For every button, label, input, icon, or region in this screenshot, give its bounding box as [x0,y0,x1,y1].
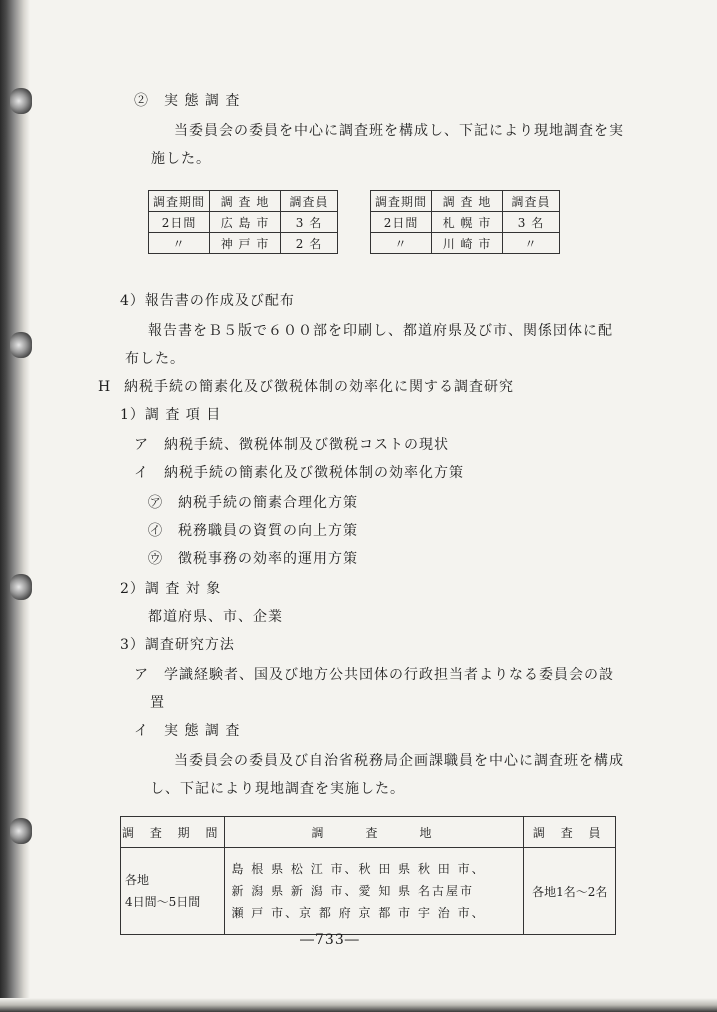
list-item: ア 学識経験者、国及び地方公共団体の行政担当者よりなる委員会の設 [134,667,614,683]
section-label: H [98,379,112,395]
table-header-cell: 調査員 [281,191,338,212]
paragraph-line: 都道府県、市、企業 [148,609,283,625]
paragraph-line: 布した。 [125,351,185,367]
section-heading: ② 実 態 調 査 [134,93,241,109]
sub-list-item: ㋑ 税務職員の資質の向上方策 [148,523,358,539]
table-row [371,212,560,233]
table-row [149,212,338,233]
table-header-cell: 調 査 地 [432,191,503,212]
table-cell: 2日間 [371,212,432,233]
table-header-cell: 調査期間 [371,191,432,212]
place-line: 島 根 県 松 江 市、秋 田 県 秋 田 市、 [231,862,486,876]
staff-cell: 各地1名～2名 [524,848,616,935]
table-row [371,233,560,254]
binder-edge [0,0,30,1012]
table-cell: 3 名 [503,212,560,233]
table-cell: 2日間 [149,212,210,233]
places-cell [225,848,524,935]
table-row [149,233,338,254]
paragraph-line: し、下記により現地調査を実施した。 [150,781,405,797]
table-header-cell: 調 査 地 [225,817,524,848]
table-cell: 〃 [371,233,432,254]
table-cell: 広 島 市 [210,212,281,233]
table-header-row [121,817,616,848]
period-line: 4日間～5日間 [125,895,201,909]
page-number: ―733― [300,932,360,948]
paragraph-line: 当委員会の委員及び自治省税務局企画課職員を中心に調査班を構成 [174,753,624,769]
item-heading: 3）調査研究方法 [120,637,235,653]
table-cell: 〃 [149,233,210,254]
survey-table-2 [370,190,560,254]
table-cell: 神 戸 市 [210,233,281,254]
item-heading: 4）報告書の作成及び配布 [120,293,295,309]
binder-ring [10,332,32,358]
binder-ring [10,88,32,114]
item-heading: 2）調 査 対 象 [120,581,222,597]
list-item: ア 納税手続、徴税体制及び徴税コストの現状 [134,437,449,453]
period-cell [121,848,225,935]
paragraph-line: 報告書をＢ５版で６００部を印刷し、都道府県及び市、関係団体に配 [148,323,613,339]
table-cell: 札 幌 市 [432,212,503,233]
table-row [121,848,616,935]
binder-ring [10,574,32,600]
place-line: 瀬 戸 市、京 都 府 京 都 市 宇 治 市、 [231,906,486,920]
page-bottom-edge [0,998,717,1012]
sub-list-item: ㋐ 納税手続の簡素合理化方策 [148,495,358,511]
table-header-cell: 調査期間 [149,191,210,212]
survey-table-1 [148,190,338,254]
table-header-row [149,191,338,212]
list-item: イ 納税手続の簡素化及び徴税体制の効率化方策 [134,465,464,481]
table-cell: 〃 [503,233,560,254]
table-header-cell: 調 査 員 [524,817,616,848]
period-line: 各地 [125,873,150,887]
sub-list-item: ㋒ 徴税事務の効率的運用方策 [148,551,358,567]
table-header-cell: 調査員 [503,191,560,212]
survey-table-3 [120,816,616,935]
list-item-continuation: 置 [150,695,165,711]
place-line: 新 潟 県 新 潟 市、愛 知 県 名古屋市 [231,884,474,898]
table-header-cell: 調 査 期 間 [121,817,225,848]
binder-ring [10,818,32,844]
table-header-cell: 調 査 地 [210,191,281,212]
section-title: 納税手続の簡素化及び徴税体制の効率化に関する調査研究 [124,379,514,395]
table-cell: 3 名 [281,212,338,233]
list-item: イ 実 態 調 査 [134,723,241,739]
paragraph-line: 施した。 [151,151,211,167]
table-cell: 川 崎 市 [432,233,503,254]
item-heading: 1）調 査 項 目 [120,407,222,423]
table-cell: 2 名 [281,233,338,254]
table-header-row [371,191,560,212]
paragraph-line: 当委員会の委員を中心に調査班を構成し、下記により現地調査を実 [174,123,624,139]
